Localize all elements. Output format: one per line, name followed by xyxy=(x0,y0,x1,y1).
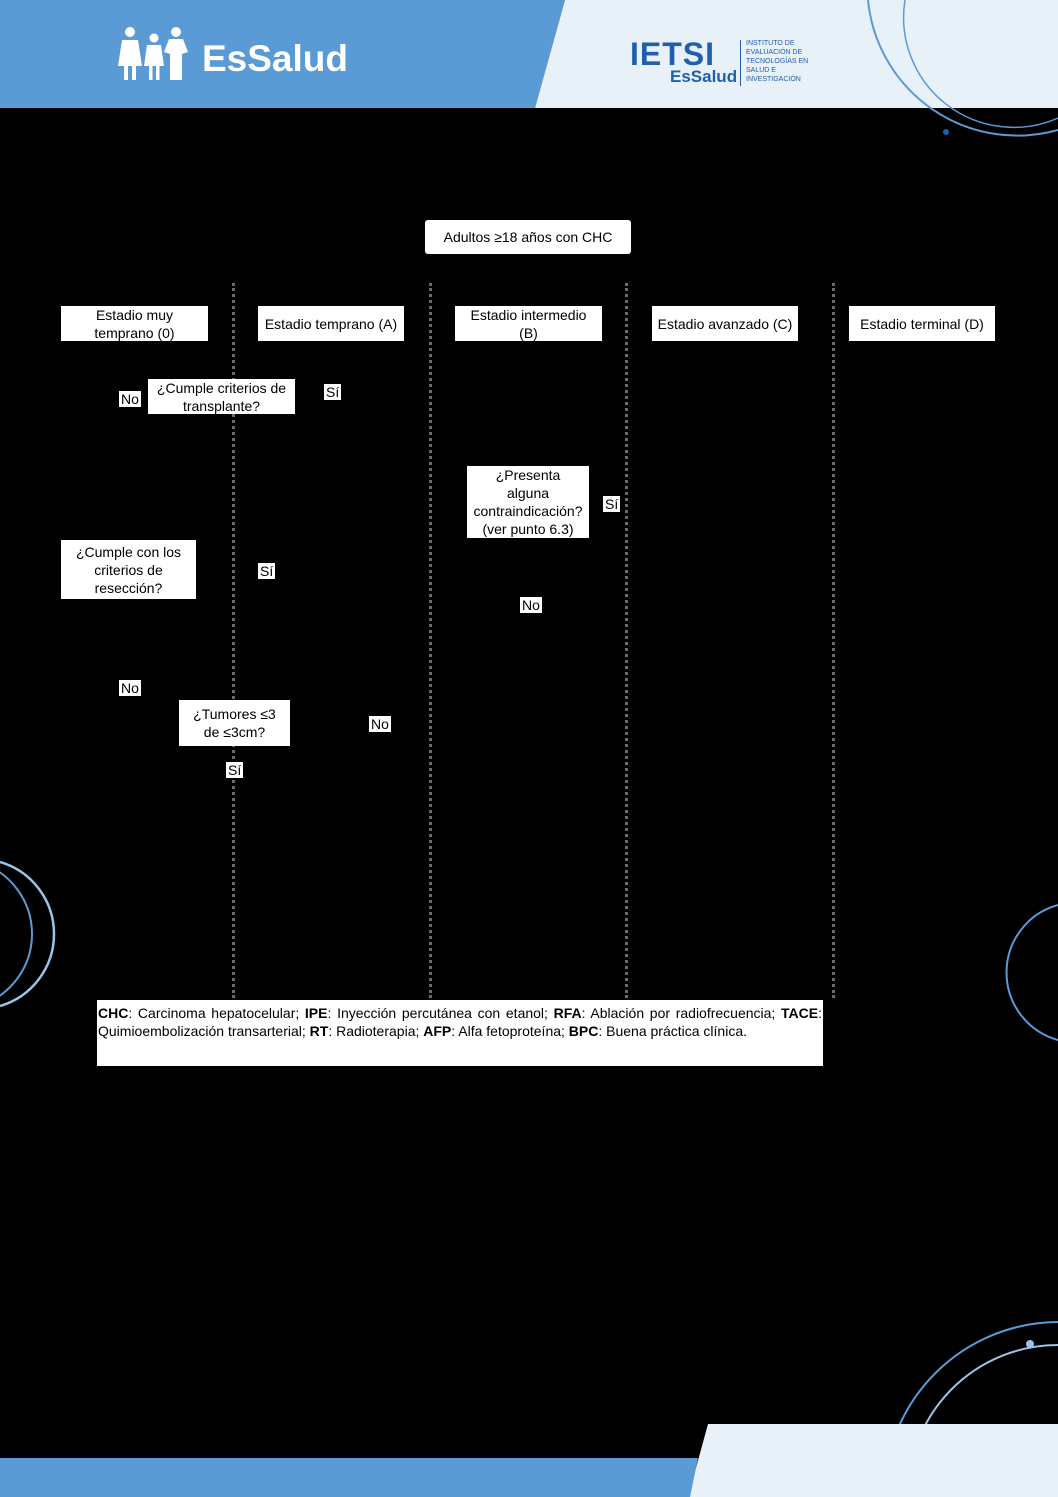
legend-text: : Carcinoma hepatocelular; xyxy=(128,1005,305,1021)
legend-text: : Alfa fetoproteína; xyxy=(451,1023,569,1039)
legend-abbr: AFP xyxy=(423,1023,452,1039)
answer-resection-yes: Sí xyxy=(260,563,274,579)
column-separator xyxy=(625,283,628,998)
stage-advanced: Estadio avanzado (C) xyxy=(652,306,798,341)
legend-abbr: TACE xyxy=(781,1005,819,1021)
legend-abbr: BPC xyxy=(568,1023,599,1039)
legend-text: : Quimioembolización transarterial; xyxy=(98,1005,822,1039)
answer-resection-no: No xyxy=(121,680,139,696)
answer-transplant-no: No xyxy=(121,391,139,407)
answer-transplant-yes: Sí xyxy=(326,384,340,400)
abbreviations-legend xyxy=(97,1000,823,1066)
ietsi-logo-main: IETSI xyxy=(630,36,716,72)
answer-contraindication-no: No xyxy=(522,597,540,613)
ietsi-desc-line: INVESTIGACIÓN xyxy=(746,76,801,83)
ietsi-logo-sub: EsSalud xyxy=(670,67,738,86)
answer-tumors-no: No xyxy=(371,716,389,732)
ietsi-desc-line: TECNOLOGÍAS EN xyxy=(746,58,809,65)
essalud-logo-text: EsSalud xyxy=(202,38,348,79)
legend-text: : Inyección percutánea con etanol; xyxy=(327,1005,554,1021)
column-separator xyxy=(429,283,432,998)
question-transplant: ¿Cumple criterios de transplante? xyxy=(148,379,295,414)
question-tumors: ¿Tumores ≤3 de ≤3cm? xyxy=(179,700,290,746)
legend-abbr: RFA xyxy=(553,1005,582,1021)
root-node: Adultos ≥18 años con CHC xyxy=(425,220,631,254)
legend-text: : Buena práctica clínica. xyxy=(598,1023,747,1039)
legend-abbr: CHC xyxy=(98,1005,129,1021)
ietsi-desc-line: EVALUACIÓN DE xyxy=(746,49,803,56)
legend-text: : Ablación por radiofrecuencia; xyxy=(581,1005,782,1021)
question-contraindication: ¿Presenta alguna contraindicación? (ver punto 6.3) xyxy=(467,466,589,538)
answer-tumors-yes: Sí xyxy=(228,762,242,778)
stage-intermediate: Estadio intermedio (B) xyxy=(455,306,602,341)
legend-abbr: RT xyxy=(309,1023,329,1039)
stage-early: Estadio temprano (A) xyxy=(258,306,404,341)
ietsi-desc-line: SALUD E xyxy=(746,67,776,74)
footer-band xyxy=(0,1424,1058,1497)
legend-abbr: IPE xyxy=(304,1005,328,1021)
stage-very-early: Estadio muy temprano (0) xyxy=(61,306,208,341)
stage-terminal: Estadio terminal (D) xyxy=(849,306,995,341)
legend-text: : Radioterapia; xyxy=(328,1023,424,1039)
ietsi-desc-line: INSTITUTO DE xyxy=(746,40,795,47)
answer-contraindication-yes: Sí xyxy=(605,496,619,512)
column-separator xyxy=(832,283,835,998)
question-resection: ¿Cumple con los criterios de resección? xyxy=(61,540,196,599)
